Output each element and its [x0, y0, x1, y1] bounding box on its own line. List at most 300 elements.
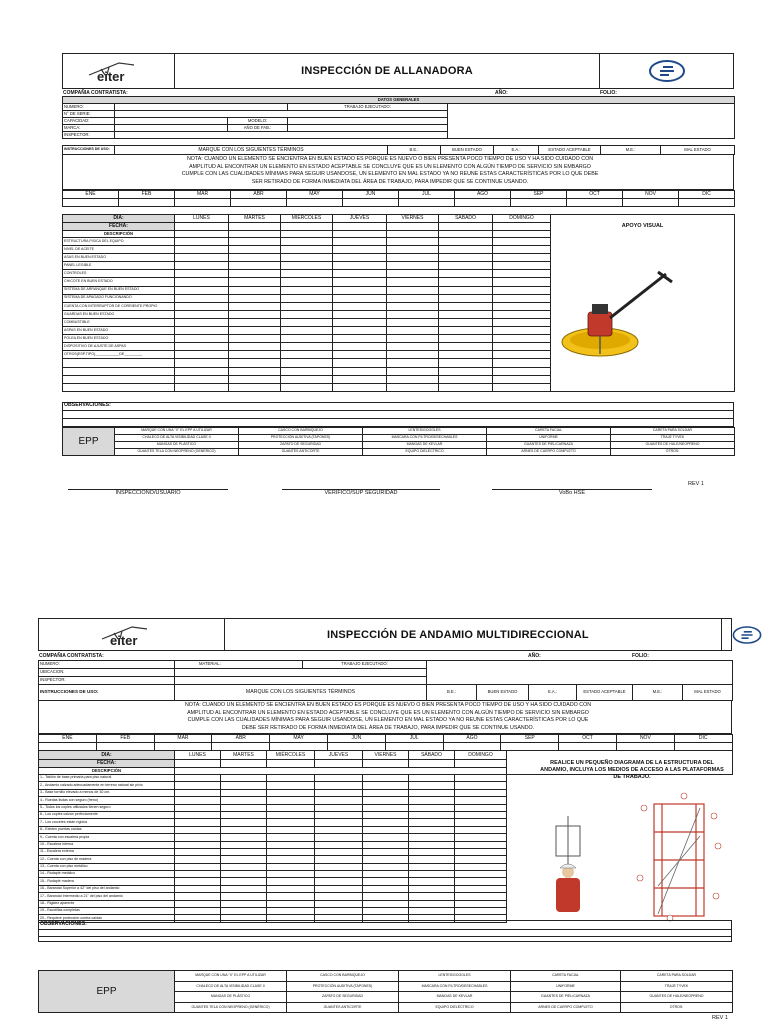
- check-cell[interactable]: [315, 775, 363, 782]
- check-cell[interactable]: [455, 826, 507, 833]
- logo-text: eiter: [96, 69, 124, 83]
- check-cell[interactable]: [175, 804, 221, 811]
- check-cell[interactable]: [455, 893, 507, 900]
- month-sep: SEP: [511, 191, 567, 199]
- epp-option[interactable]: ZAPATO DE SEGURIDAD: [287, 992, 399, 1003]
- month-abr: ABR: [212, 735, 270, 743]
- check-cell[interactable]: [175, 856, 221, 863]
- check-cell[interactable]: [221, 841, 267, 848]
- check-cell[interactable]: [221, 893, 267, 900]
- instrucciones-label: INSTRUCCIONES DE USO:: [63, 146, 115, 155]
- check-cell[interactable]: [175, 826, 221, 833]
- check-cell[interactable]: [175, 848, 221, 855]
- check-cell[interactable]: [175, 834, 221, 841]
- datos-generales-header: DATOS GENERALES: [63, 97, 735, 104]
- ubicacion-label: UBICACION:: [39, 669, 175, 677]
- day-martes: MARTES: [229, 215, 281, 223]
- item-label: 19.- Escotillas completas: [39, 908, 175, 915]
- check-cell[interactable]: [455, 885, 507, 892]
- month-jun: JUN: [343, 191, 399, 199]
- check-cell[interactable]: [221, 900, 267, 907]
- epp-option[interactable]: GUANTES TELA CON NEOPRENO (GENÉRICO): [115, 449, 239, 456]
- epp-option[interactable]: LENTES/GOGGLES: [363, 428, 487, 435]
- check-cell[interactable]: [363, 885, 409, 892]
- check-cell[interactable]: [221, 804, 267, 811]
- check-cell[interactable]: [221, 848, 267, 855]
- epp-option[interactable]: TRAJE TYVEK: [621, 981, 733, 992]
- month-abr: ABR: [231, 191, 287, 199]
- check-cell[interactable]: [175, 797, 221, 804]
- check-cell[interactable]: [315, 893, 363, 900]
- term-ea: E.A.:: [529, 685, 577, 701]
- epp-option[interactable]: MANGAS DE PLÁSTICO: [115, 442, 239, 449]
- check-cell[interactable]: [315, 856, 363, 863]
- check-cell[interactable]: [363, 893, 409, 900]
- item-label: ASPAS EN BUEN ESTADO: [63, 327, 175, 335]
- epp-option[interactable]: ARNES DE CUERPO COMPLETO: [511, 1002, 621, 1013]
- check-cell[interactable]: [315, 885, 363, 892]
- epp-option[interactable]: GUANTES TELA CON NEOPRENO (GENÉRICO): [175, 1002, 287, 1013]
- diagram-instruction: REALICE UN PEQUEÑO DIAGRAMA DE LA ESTRUCTURA DEL ANDAMIO, INCLUYA LOS MEDIOS DE ACCESO A LAS PLATAFORMAS DE TRABAJO.: [540, 760, 724, 781]
- check-cell[interactable]: [409, 856, 455, 863]
- check-cell[interactable]: [455, 841, 507, 848]
- check-cell[interactable]: [455, 900, 507, 907]
- check-cell[interactable]: [455, 908, 507, 915]
- inspector-label: INSPECTOR:: [39, 677, 175, 685]
- check-cell[interactable]: [409, 908, 455, 915]
- epp-option[interactable]: GUANTES DE HULE/NEOPRENO: [621, 992, 733, 1003]
- check-cell[interactable]: [409, 819, 455, 826]
- epp-option[interactable]: MASCARA CON FILTRO/DESECHABLES: [399, 981, 511, 992]
- epp-option[interactable]: ARNES DE CUERPO COMPLETO: [487, 449, 611, 456]
- check-cell[interactable]: [267, 900, 315, 907]
- month-jul: JUL: [399, 191, 455, 199]
- check-cell[interactable]: [363, 834, 409, 841]
- check-cell[interactable]: [315, 797, 363, 804]
- epp-option[interactable]: CHALECO DE ALTA VISIBILIDAD CLASE II: [175, 981, 287, 992]
- check-cell[interactable]: [267, 885, 315, 892]
- month-nov: NOV: [616, 735, 674, 743]
- item-label: 7.- Los crucetes están rígidos: [39, 819, 175, 826]
- check-cell[interactable]: [455, 782, 507, 789]
- check-cell[interactable]: [409, 775, 455, 782]
- epp-option[interactable]: UNIFORME: [487, 435, 611, 442]
- epp-option[interactable]: CHALECO DE ALTA VISIBILIDAD CLASE II: [115, 435, 239, 442]
- check-cell[interactable]: [363, 811, 409, 818]
- check-cell[interactable]: [175, 789, 221, 796]
- day-lunes: LUNES: [175, 751, 221, 760]
- check-cell[interactable]: [267, 871, 315, 878]
- check-cell[interactable]: [221, 797, 267, 804]
- check-cell[interactable]: [221, 811, 267, 818]
- day-martes: MARTES: [221, 751, 267, 760]
- note-text: NOTA: CUANDO UN ELEMENTO SE ENCIENTRA EN BUEN ESTADO ES PORQUE ES NUEVO O BIEN PRESENTA POCO TIEMPO DE USO Y HA SIDO CUIDADO CON AMPLITUD AL ENCONTRAR UN ELEMENTO EN ESTADO ACEPTABLE SE CONCLUYE QUE ES UN ELEMENTO CON ALGÚN TIEMPO DE SERVICIO SIN EMBARGO CUMPLE CON LAS CUALIDADES MÍNIMAS PARA SEGUIR USANDOSE, UN ELEMENTO EN MAL ESTADO YA NO REUNE ESTAS CARACTERÍSTICAS POR LO QUE DEBE SER RETIRADO DE FORMA INMEDIATA DEL ÁREA DE TRABAJO, PARA IMPEDIR QUE SE CONTINUE USANDO.: [181, 156, 599, 186]
- epp-option[interactable]: OTROS:: [621, 1002, 733, 1013]
- month-ago: AGO: [455, 191, 511, 199]
- sheet2-header: [38, 618, 732, 651]
- check-cell[interactable]: [455, 797, 507, 804]
- check-cell[interactable]: [409, 841, 455, 848]
- item-label: 12.- Cuenta con piso de madera: [39, 856, 175, 863]
- instrucciones-label: INSTRUCCIONES DE USO:: [39, 685, 175, 701]
- check-cell[interactable]: [409, 826, 455, 833]
- year-label: AÑO:: [495, 90, 508, 96]
- check-cell[interactable]: [455, 775, 507, 782]
- epp-option[interactable]: CASCO CON BARBIQUEJO: [287, 971, 399, 982]
- check-cell[interactable]: [315, 811, 363, 818]
- epp-option[interactable]: GUANTES DE PIEL/CARNAZA: [511, 992, 621, 1003]
- item-label: PANEL LEGIBLE: [63, 262, 175, 270]
- descripcion-header: DESCRIPCIÓN: [63, 231, 175, 238]
- folio-label: FOLIO:: [600, 90, 617, 96]
- day-viernes: VIERNES: [387, 215, 439, 223]
- epp-option[interactable]: ZAPATO DE SEGURIDAD: [239, 442, 363, 449]
- trabajo-field[interactable]: [427, 661, 733, 685]
- descripcion-header: DESCRIPCIÓN: [39, 768, 175, 775]
- month-nov: NOV: [623, 191, 679, 199]
- check-cell[interactable]: [409, 900, 455, 907]
- modelo-label: MODELO:: [228, 118, 288, 125]
- term-me-text: MAL ESTADO: [683, 685, 733, 701]
- capacidad-label: CAPACIDAD:: [63, 118, 115, 125]
- check-cell[interactable]: [175, 871, 221, 878]
- epp-option[interactable]: MANGAS DE KEVLAR: [399, 992, 511, 1003]
- item-label: DISPOSITIVO DE AJUSTE DE ASPAS: [63, 343, 175, 351]
- epp-option[interactable]: CARETA FACIAL: [511, 971, 621, 982]
- term-me: M.E.:: [601, 146, 661, 155]
- check-cell[interactable]: [315, 908, 363, 915]
- fecha-cell[interactable]: [221, 760, 267, 768]
- logo-text: eiter: [109, 632, 137, 647]
- check-cell[interactable]: [409, 871, 455, 878]
- item-label: 3.- Base tornillo elevado a menos de 30 cm.: [39, 789, 175, 796]
- item-label: GUARDAS EN BUEN ESTADO: [63, 310, 175, 318]
- fecha-cell[interactable]: [315, 760, 363, 768]
- term-ea: E.A.:: [494, 146, 539, 155]
- company-label: COMPAÑIA CONTRATISTA:: [39, 653, 104, 659]
- epp-row: [39, 971, 733, 982]
- term-be: B.E.:: [427, 685, 477, 701]
- signature-vobo-label: VoBo HSE: [559, 490, 585, 496]
- epp-option[interactable]: EQUIPO DIELÉCTRICO: [363, 449, 487, 456]
- check-cell[interactable]: [409, 811, 455, 818]
- check-cell[interactable]: [221, 789, 267, 796]
- fecha-cell[interactable]: [267, 760, 315, 768]
- epp-option[interactable]: MASCARA CON FILTRO/DESECHABLES: [363, 435, 487, 442]
- check-cell[interactable]: [267, 878, 315, 885]
- check-cell[interactable]: [363, 775, 409, 782]
- check-cell[interactable]: [315, 863, 363, 870]
- check-cell[interactable]: [363, 848, 409, 855]
- check-cell[interactable]: [315, 900, 363, 907]
- check-cell[interactable]: [409, 797, 455, 804]
- month-dic: DIC: [674, 735, 732, 743]
- fecha-cell[interactable]: [175, 760, 221, 768]
- check-cell[interactable]: [363, 878, 409, 885]
- check-cell[interactable]: [221, 856, 267, 863]
- day-jueves: JUEVES: [333, 215, 387, 223]
- check-cell[interactable]: [363, 782, 409, 789]
- epp-option[interactable]: GUANTES DE PIEL/CARNAZA: [487, 442, 611, 449]
- epp-option[interactable]: LENTES/GOGGLES: [399, 971, 511, 982]
- observaciones-label: OBSERVACIONES:: [40, 921, 87, 927]
- epp-option[interactable]: OTROS:: [611, 449, 735, 456]
- epp-option[interactable]: GUANTES ANTICORTE: [239, 449, 363, 456]
- day-miercoles: MIÉRCOLES: [267, 751, 315, 760]
- check-cell[interactable]: [175, 900, 221, 907]
- check-cell[interactable]: [315, 789, 363, 796]
- item-label: OTROS(ESP.TIPO)____________DE_________: [63, 351, 175, 359]
- page-title: INSPECCIÓN DE ALLANADORA: [301, 65, 473, 77]
- item-label: CHICOTE EN BUEN ESTADO: [63, 278, 175, 286]
- day-sabado: SÁBADO: [439, 215, 493, 223]
- epp-option[interactable]: GUANTES ANTICORTE: [287, 1002, 399, 1013]
- check-cell[interactable]: [267, 863, 315, 870]
- item-label: 13.- Cuenta con piso metálico: [39, 863, 175, 870]
- item-label: 1.- Tablón de base primaria para piso natural: [39, 775, 175, 782]
- check-cell[interactable]: [315, 804, 363, 811]
- check-cell[interactable]: [175, 811, 221, 818]
- check-cell[interactable]: [175, 841, 221, 848]
- check-cell[interactable]: [267, 841, 315, 848]
- check-cell[interactable]: [267, 856, 315, 863]
- client-logo: [721, 619, 768, 650]
- check-cell[interactable]: [363, 797, 409, 804]
- epp-option[interactable]: MANGAS DE PLÁSTICO: [175, 992, 287, 1003]
- observaciones-box-2: [38, 920, 732, 942]
- check-cell[interactable]: [175, 775, 221, 782]
- item-label: 17.- Barandal Intermedio a 21" del piso del andamio: [39, 893, 175, 900]
- item-label: 6.- Los coples calzan perfectamente: [39, 811, 175, 818]
- check-cell[interactable]: [455, 789, 507, 796]
- marque-label: MARQUE CON LOS SIGUIENTES TÉRMINOS: [115, 146, 388, 155]
- check-cell[interactable]: [221, 826, 267, 833]
- item-label: 4.- Ruedas lisdas con seguro (freno): [39, 797, 175, 804]
- check-cell[interactable]: [455, 834, 507, 841]
- day-miercoles: MIÉRCOLES: [281, 215, 333, 223]
- term-ea-text: ESTADO ACEPTABLE: [539, 146, 601, 155]
- check-cell[interactable]: [267, 782, 315, 789]
- check-cell[interactable]: [315, 826, 363, 833]
- check-cell[interactable]: [221, 908, 267, 915]
- revision-label: REV 1: [712, 1015, 728, 1021]
- item-label: COMBUSTIBLE: [63, 318, 175, 326]
- check-cell[interactable]: [267, 819, 315, 826]
- andamio-general-table: [38, 660, 733, 685]
- eiter-logo-icon: [92, 623, 172, 647]
- check-cell[interactable]: [267, 789, 315, 796]
- month-mar: MAR: [175, 191, 231, 199]
- check-cell[interactable]: [409, 863, 455, 870]
- check-cell[interactable]: [455, 804, 507, 811]
- signature-inspector-label: INSPECCIONO/USUARIO: [115, 490, 181, 496]
- check-cell[interactable]: [175, 878, 221, 885]
- check-cell[interactable]: [409, 885, 455, 892]
- check-cell[interactable]: [175, 819, 221, 826]
- item-label: ESTRUCTURA FISICA DEL EQUIPO: [63, 238, 175, 246]
- check-cell[interactable]: [175, 908, 221, 915]
- month-mar: MAR: [154, 735, 212, 743]
- fecha-cell[interactable]: [363, 760, 409, 768]
- check-cell[interactable]: [363, 900, 409, 907]
- check-cell[interactable]: [363, 789, 409, 796]
- check-cell[interactable]: [267, 908, 315, 915]
- epp-option[interactable]: MARQUE CON UNA "X" EL EPP A UTILIZAR: [115, 428, 239, 435]
- check-cell[interactable]: [363, 841, 409, 848]
- item-label: NIVEL DE ACEITE: [63, 246, 175, 254]
- check-cell[interactable]: [267, 804, 315, 811]
- check-cell[interactable]: [363, 856, 409, 863]
- check-cell[interactable]: [175, 885, 221, 892]
- year-label: AÑO:: [528, 653, 541, 659]
- check-cell[interactable]: [455, 871, 507, 878]
- check-cell[interactable]: [455, 878, 507, 885]
- check-cell[interactable]: [409, 804, 455, 811]
- numero-label: NUMERO:: [39, 661, 175, 669]
- check-cell[interactable]: [409, 834, 455, 841]
- epp-option[interactable]: EQUIPO DIELÉCTRICO: [399, 1002, 511, 1013]
- day-domingo: DOMINGO: [455, 751, 507, 760]
- item-label: POLEA EN BUEN ESTADO: [63, 335, 175, 343]
- day-jueves: JUEVES: [315, 751, 363, 760]
- check-cell[interactable]: [175, 863, 221, 870]
- check-cell[interactable]: [315, 834, 363, 841]
- month-oct: OCT: [567, 191, 623, 199]
- check-cell[interactable]: [315, 841, 363, 848]
- month-oct: OCT: [559, 735, 617, 743]
- day-domingo: DOMINGO: [493, 215, 551, 223]
- check-cell[interactable]: [221, 834, 267, 841]
- check-cell[interactable]: [315, 782, 363, 789]
- check-cell[interactable]: [315, 871, 363, 878]
- check-cell[interactable]: [409, 848, 455, 855]
- term-be-text: BUEN ESTADO: [441, 146, 494, 155]
- epp-option[interactable]: MARQUE CON UNA "X" EL EPP A UTILIZAR: [175, 971, 287, 982]
- check-cell[interactable]: [221, 782, 267, 789]
- item-label: CONTROLES: [63, 270, 175, 278]
- folio-label: FOLIO:: [632, 653, 649, 659]
- check-cell[interactable]: [363, 826, 409, 833]
- check-cell[interactable]: [409, 878, 455, 885]
- item-label: 2.- Andamio calzado adecuadamente en terreno natural sin pivio: [39, 782, 175, 789]
- check-cell[interactable]: [267, 848, 315, 855]
- epp-option[interactable]: MANGAS DE KEVLAR: [363, 442, 487, 449]
- epp-label: EPP: [63, 428, 115, 456]
- check-cell[interactable]: [267, 775, 315, 782]
- check-cell[interactable]: [455, 819, 507, 826]
- check-cell[interactable]: [363, 804, 409, 811]
- epp-option[interactable]: PROTECCIÓN AUDITIVA (TAPONES): [287, 981, 399, 992]
- item-label: 18.- Rigidez aparente: [39, 900, 175, 907]
- check-cell[interactable]: [267, 834, 315, 841]
- observaciones-label: OBSERVACIONES:: [64, 402, 111, 408]
- descripcion-span: [175, 768, 507, 775]
- check-cell[interactable]: [175, 782, 221, 789]
- check-cell[interactable]: [221, 885, 267, 892]
- check-cell[interactable]: [221, 819, 267, 826]
- day-lunes: LUNES: [175, 215, 229, 223]
- month-jun: JUN: [327, 735, 385, 743]
- fecha-label: FECHA:: [39, 760, 175, 768]
- item-label: 8.- Existen puertas caídas: [39, 826, 175, 833]
- check-cell[interactable]: [315, 878, 363, 885]
- item-label: 11.- Escalera externa: [39, 848, 175, 855]
- check-cell[interactable]: [363, 819, 409, 826]
- check-cell[interactable]: [363, 863, 409, 870]
- term-be-text: BUEN ESTADO: [477, 685, 529, 701]
- item-label: 16.- Barandal Superior a 42" del piso del andamio: [39, 885, 175, 892]
- month-sep: SEP: [501, 735, 559, 743]
- dia-label: DIA:: [39, 751, 175, 760]
- fecha-cell[interactable]: [409, 760, 455, 768]
- check-cell[interactable]: [455, 856, 507, 863]
- epp-option[interactable]: CARETA PARA SOLDAR: [611, 428, 735, 435]
- check-cell[interactable]: [409, 893, 455, 900]
- company-label: COMPAÑIA CONTRATISTA:: [63, 90, 128, 96]
- term-be: B.E.:: [388, 146, 441, 155]
- material-label: MATERIAL:: [175, 661, 303, 669]
- item-label: SISTEMA DE ARRANQUE EN BUEN ESTADO: [63, 286, 175, 294]
- check-cell[interactable]: [315, 819, 363, 826]
- item-label: 10.- Escalera interna: [39, 841, 175, 848]
- dia-label: DIA:: [63, 215, 175, 223]
- epp-option[interactable]: GUANTES DE HULE/NEOPRENO: [611, 442, 735, 449]
- company-logo: [39, 619, 225, 650]
- check-cell[interactable]: [455, 848, 507, 855]
- item-label: 9.- Cuenta con escalera propia: [39, 834, 175, 841]
- epp-option[interactable]: UNIFORME: [511, 981, 621, 992]
- ubicacion-field[interactable]: [175, 669, 427, 677]
- epp-option[interactable]: CASCO CON BARBIQUEJO: [239, 428, 363, 435]
- epp-option[interactable]: CARETA FACIAL: [487, 428, 611, 435]
- check-cell[interactable]: [267, 797, 315, 804]
- check-cell[interactable]: [221, 871, 267, 878]
- check-cell[interactable]: [221, 878, 267, 885]
- check-cell[interactable]: [221, 863, 267, 870]
- apoyo-visual-header: APOYO VISUAL: [551, 215, 735, 238]
- check-cell[interactable]: [175, 893, 221, 900]
- fecha-label: FECHA:: [63, 223, 175, 231]
- months-table-2: [38, 734, 733, 751]
- month-jul: JUL: [385, 735, 443, 743]
- trabajo-label: TRABAJO EJECUTADO:: [288, 104, 448, 111]
- check-cell[interactable]: [455, 863, 507, 870]
- check-cell[interactable]: [267, 826, 315, 833]
- check-cell[interactable]: [267, 893, 315, 900]
- check-cell[interactable]: [409, 789, 455, 796]
- item-label: 15.- Rodapié madera: [39, 878, 175, 885]
- serie-label: N° DE SERIE:: [63, 111, 115, 118]
- marque-label: MARQUE CON LOS SIGUIENTES TÉRMINOS: [175, 685, 427, 701]
- check-cell[interactable]: [363, 908, 409, 915]
- check-cell[interactable]: [409, 782, 455, 789]
- month-ago: AGO: [443, 735, 501, 743]
- epp-option[interactable]: CARETA PARA SOLDAR: [621, 971, 733, 982]
- check-cell[interactable]: [455, 811, 507, 818]
- check-cell[interactable]: [315, 848, 363, 855]
- month-dic: DIC: [679, 191, 735, 199]
- check-cell[interactable]: [267, 811, 315, 818]
- anio-fab-label: AÑO DE FAB.:: [228, 125, 288, 132]
- check-cell[interactable]: [221, 775, 267, 782]
- epp-option[interactable]: TRAJE TYVEK: [611, 435, 735, 442]
- month-feb: FEB: [96, 735, 154, 743]
- item-label: 14.- Rodapié metálico: [39, 871, 175, 878]
- day-sabado: SÁBADO: [409, 751, 455, 760]
- fecha-cell[interactable]: [455, 760, 507, 768]
- check-cell[interactable]: [363, 871, 409, 878]
- epp-option[interactable]: PROTECCIÓN AUDITIVA (TAPONES): [239, 435, 363, 442]
